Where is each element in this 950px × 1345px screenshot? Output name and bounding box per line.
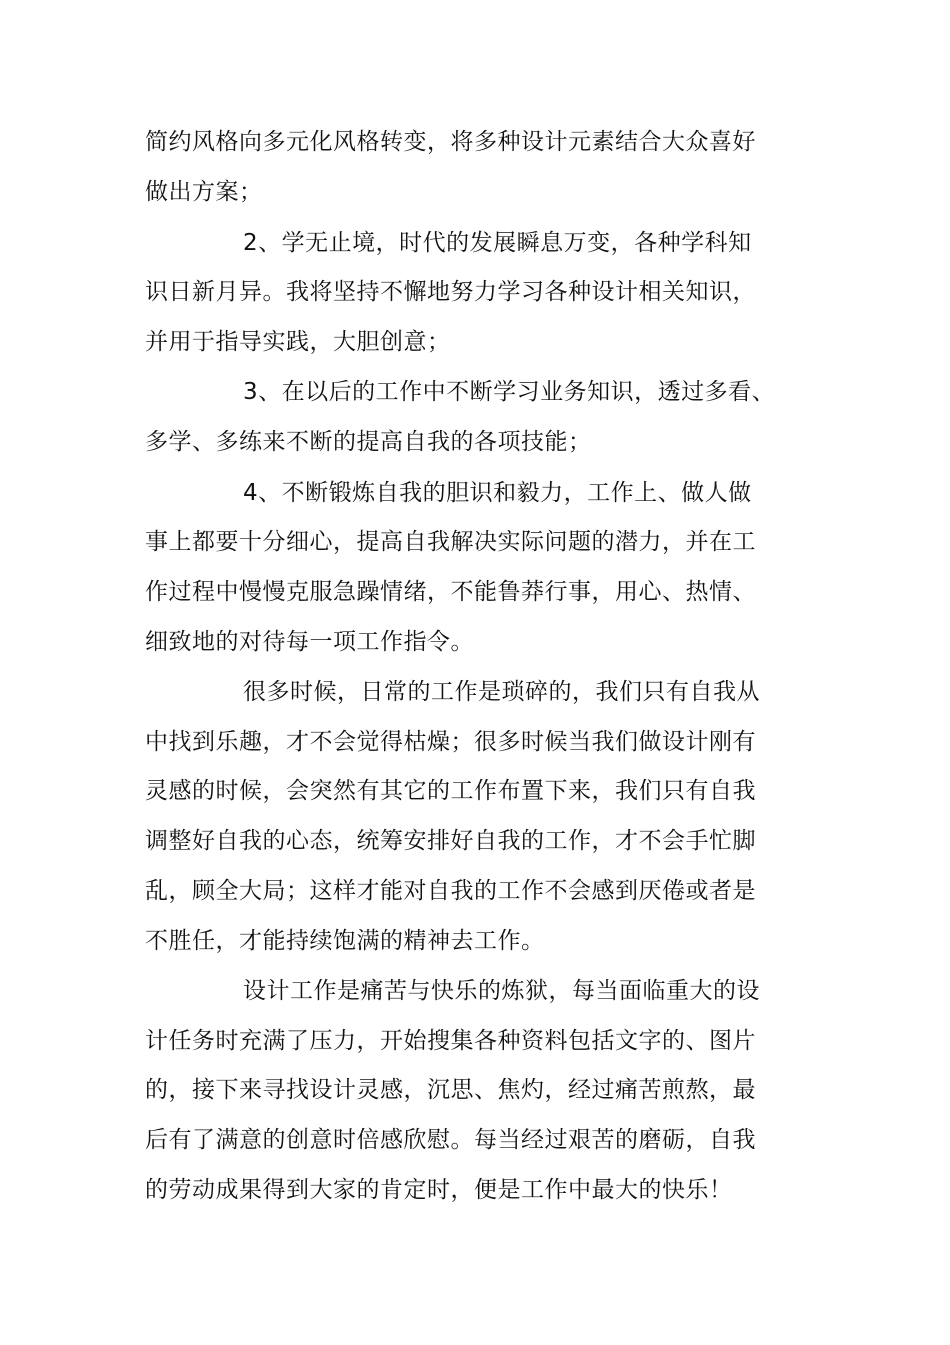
text-line: 简约风格向多元化风格转变，将多种设计元素结合大众喜好 (145, 129, 756, 155)
text-line: 不胜任，才能持续饱满的精神去工作。 (145, 928, 545, 954)
text-line: 很多时候，日常的工作是琐碎的，我们只有自我从 (243, 679, 760, 705)
text-line: 多学、多练来不断的提高自我的各项技能； (145, 429, 592, 455)
text-line: 设计工作是痛苦与快乐的炼狱，每当面临重大的设 (243, 978, 760, 1004)
text-line: 并用于指导实践，大胆创意； (145, 329, 451, 355)
text-line: 作过程中慢慢克服急躁情绪，不能鲁莽行事，用心、热情、 (145, 579, 756, 605)
text-line: 4、不断锻炼自我的胆识和毅力，工作上、做人做 (243, 480, 752, 506)
text-line: 的劳动成果得到大家的肯定时，便是工作中最大的快乐！ (145, 1177, 733, 1203)
text-line: 事上都要十分细心，提高自我解决实际问题的潜力，并在工 (145, 529, 756, 555)
text-line: 2、学无止境，时代的发展瞬息万变，各种学科知 (243, 230, 752, 256)
text-line: 细致地的对待每一项工作指令。 (145, 629, 474, 655)
text-line: 的，接下来寻找设计灵感，沉思、焦灼，经过痛苦煎熬，最 (145, 1077, 756, 1103)
text-line: 灵感的时候，会突然有其它的工作布置下来，我们只有自我 (145, 778, 756, 804)
text-line: 中找到乐趣，才不会觉得枯燥；很多时候当我们做设计刚有 (145, 729, 756, 755)
text-line: 调整好自我的心态，统筹安排好自我的工作，才不会手忙脚 (145, 828, 756, 854)
text-line: 识日新月异。我将坚持不懈地努力学习各种设计相关知识， (145, 279, 756, 305)
text-line: 后有了满意的创意时倍感欣慰。每当经过艰苦的磨砺，自我 (145, 1127, 756, 1153)
text-line: 计任务时充满了压力，开始搜集各种资料包括文字的、图片 (145, 1028, 756, 1054)
text-line: 做出方案； (145, 179, 263, 205)
text-line: 3、在以后的工作中不断学习业务知识，透过多看、 (243, 379, 776, 405)
text-line: 乱，顾全大局；这样才能对自我的工作不会感到厌倦或者是 (145, 878, 756, 904)
